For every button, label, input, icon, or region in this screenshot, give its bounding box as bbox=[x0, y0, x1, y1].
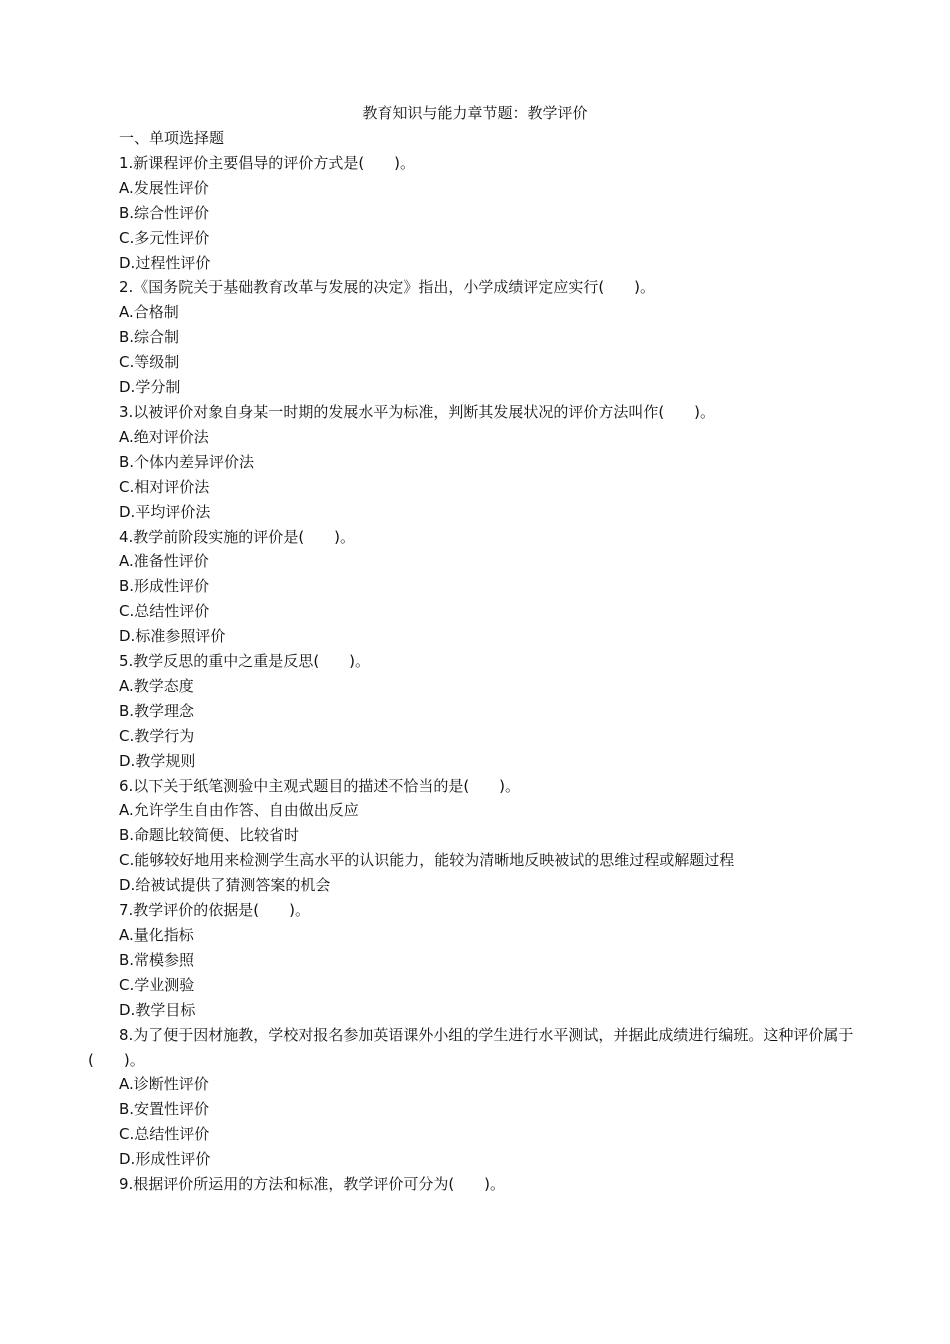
question-4-option-b: B.形成性评价 bbox=[119, 577, 210, 596]
question-3-option-c: C.相对评价法 bbox=[119, 477, 210, 496]
question-3-option-d: D.平均评价法 bbox=[119, 502, 211, 521]
question-2-option-b: B.综合制 bbox=[119, 328, 180, 347]
question-5-option-a: A.教学态度 bbox=[119, 676, 194, 695]
section-heading: 一、单项选择题 bbox=[119, 129, 225, 147]
question-2-option-d: D.学分制 bbox=[119, 378, 181, 397]
question-7-option-c: C.学业测验 bbox=[119, 975, 195, 994]
question-6-stem: 6.以下关于纸笔测验中主观式题目的描述不恰当的是( )。 bbox=[119, 776, 521, 795]
question-1-option-b: B.综合性评价 bbox=[119, 203, 210, 222]
question-3-stem: 3.以被评价对象自身某一时期的发展水平为标准，判断其发展状况的评价方法叫作( )。 bbox=[119, 402, 716, 421]
question-9-stem: 9.根据评价所运用的方法和标准，教学评价可分为( )。 bbox=[119, 1175, 506, 1194]
question-3-option-b: B.个体内差异评价法 bbox=[119, 452, 255, 471]
question-2-option-c: C.等级制 bbox=[119, 353, 180, 372]
question-6-option-b: B.命题比较简便、比较省时 bbox=[119, 826, 300, 845]
question-2-stem: 2.《国务院关于基础教育改革与发展的决定》指出，小学成绩评定应实行( )。 bbox=[119, 278, 656, 297]
question-5-stem: 5.教学反思的重中之重是反思( )。 bbox=[119, 652, 371, 671]
question-4-option-c: C.总结性评价 bbox=[119, 602, 210, 621]
question-7-option-d: D.教学目标 bbox=[119, 1000, 196, 1019]
question-1-option-a: A.发展性评价 bbox=[119, 178, 209, 197]
question-5-option-d: D.教学规则 bbox=[119, 751, 196, 770]
question-8-option-b: B.安置性评价 bbox=[119, 1100, 210, 1119]
question-5-option-c: C.教学行为 bbox=[119, 726, 195, 745]
question-8-option-c: C.总结性评价 bbox=[119, 1125, 210, 1144]
question-6-option-a: A.允许学生自由作答、自由做出反应 bbox=[119, 801, 359, 820]
question-8-stem: 8.为了便于因材施教，学校对报名参加英语课外小组的学生进行水平测试，并据此成绩进行编班。这种评价属于( )。 bbox=[88, 1025, 854, 1069]
question-4-option-d: D.标准参照评价 bbox=[119, 627, 226, 646]
document-title: 教育知识与能力章节题：教学评价 bbox=[362, 104, 588, 122]
question-1-option-c: C.多元性评价 bbox=[119, 228, 210, 247]
question-5-option-b: B.教学理念 bbox=[119, 701, 195, 720]
question-8-option-a: A.诊断性评价 bbox=[119, 1075, 209, 1094]
question-7-option-a: A.量化指标 bbox=[119, 926, 194, 944]
question-1-option-d: D.过程性评价 bbox=[119, 253, 211, 272]
question-8-option-d: D.形成性评价 bbox=[119, 1150, 211, 1169]
question-3-option-a: A.绝对评价法 bbox=[119, 427, 209, 446]
question-2-option-a: A.合格制 bbox=[119, 303, 179, 322]
question-4-stem: 4.教学前阶段实施的评价是( )。 bbox=[119, 527, 356, 546]
question-6-option-c: C.能够较好地用来检测学生高水平的认识能力，能较为清晰地反映被试的思维过程或解题过程 bbox=[119, 851, 735, 870]
question-4-option-a: A.准备性评价 bbox=[119, 552, 209, 571]
question-6-option-d: D.给被试提供了猜测答案的机会 bbox=[119, 876, 331, 895]
question-1-stem: 1.新课程评价主要倡导的评价方式是( )。 bbox=[119, 153, 416, 172]
question-7-stem: 7.教学评价的依据是( )。 bbox=[119, 901, 311, 920]
question-7-option-b: B.常模参照 bbox=[119, 950, 195, 969]
document-body bbox=[88, 126, 868, 1197]
